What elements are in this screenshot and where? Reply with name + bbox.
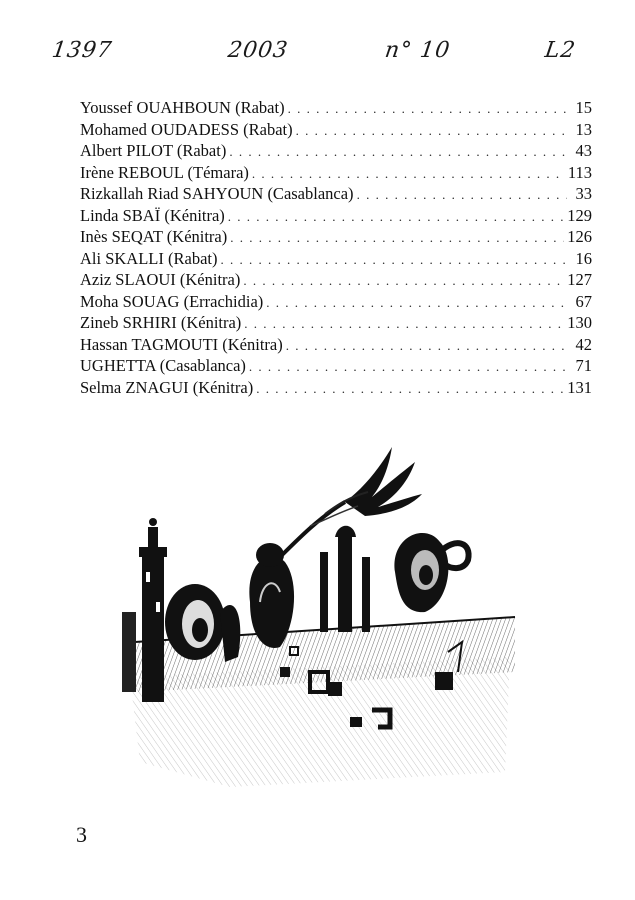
author-name: Moha SOUAG (Errachidia) <box>80 291 264 311</box>
author-name: Inès SEQAT (Kénitra) <box>80 227 228 246</box>
dot-leader <box>244 313 564 335</box>
page-reference: 129 <box>567 205 592 225</box>
index-entry <box>80 355 592 377</box>
page-reference: 126 <box>567 227 592 246</box>
dot-leader <box>220 249 567 271</box>
round-figure-right <box>395 533 469 612</box>
author-name: Aziz SLAOUI (Kénitra) <box>80 270 241 289</box>
author-index <box>80 97 592 398</box>
author-name: Irène REBOUL (Témara) <box>80 162 249 182</box>
handwritten-note: n° 10 <box>383 38 452 63</box>
handwritten-note: L2 <box>543 38 578 63</box>
hooded-figure <box>249 543 294 648</box>
dot-leader <box>296 120 567 142</box>
page-reference: 16 <box>575 248 592 268</box>
author-name: Hassan TAGMOUTI (Kénitra) <box>80 334 283 354</box>
handwritten-annotations <box>40 38 600 78</box>
dot-leader <box>357 184 567 206</box>
page-reference: 13 <box>575 119 592 139</box>
author-name: Linda SBAÏ (Kénitra) <box>80 205 225 225</box>
index-entry <box>80 312 592 334</box>
dot-leader <box>228 206 564 228</box>
index-entry <box>80 377 592 399</box>
page-reference: 131 <box>567 377 592 397</box>
ink-drawing-illustration <box>110 442 530 802</box>
minaret-tower <box>122 518 167 702</box>
index-entry <box>80 291 592 313</box>
round-figure-left <box>165 584 225 660</box>
dot-leader <box>252 163 565 185</box>
page-reference: 43 <box>575 141 592 160</box>
dot-leader <box>229 141 567 163</box>
dot-leader <box>230 227 564 249</box>
index-entry <box>80 183 592 205</box>
page-reference: 15 <box>575 98 592 117</box>
index-entry <box>80 162 592 184</box>
page-reference: 42 <box>575 334 592 354</box>
dot-leader <box>266 292 567 314</box>
author-name: Selma ZNAGUI (Kénitra) <box>80 377 254 397</box>
page-reference: 33 <box>575 184 592 203</box>
author-name: Mohamed OUDADESS (Rabat) <box>80 119 293 139</box>
index-entry <box>80 205 592 227</box>
page-reference: 67 <box>575 291 592 311</box>
dot-leader <box>286 335 567 357</box>
index-entry <box>80 97 592 119</box>
handwritten-note: 1397 <box>50 38 114 63</box>
index-entry <box>80 269 592 291</box>
page-reference: 127 <box>567 270 592 289</box>
index-entry <box>80 226 592 248</box>
dot-leader <box>256 378 564 400</box>
dot-leader <box>288 98 567 120</box>
dot-leader <box>243 270 564 292</box>
dot-leader <box>249 356 567 378</box>
handwritten-note: 2003 <box>226 38 290 63</box>
author-name: Zineb SRHIRI (Kénitra) <box>80 313 242 332</box>
author-name: UGHETTA (Casablanca) <box>80 356 246 375</box>
author-name: Rizkallah Riad SAHYOUN (Casablanca) <box>80 184 354 203</box>
page-number: 3 <box>76 822 87 847</box>
page-reference: 130 <box>567 313 592 332</box>
page-reference: 71 <box>575 356 592 375</box>
author-name: Ali SKALLI (Rabat) <box>80 248 218 268</box>
author-name: Albert PILOT (Rabat) <box>80 141 227 160</box>
index-entry <box>80 334 592 356</box>
index-entry <box>80 248 592 270</box>
page-reference: 113 <box>567 162 592 182</box>
index-entry <box>80 119 592 141</box>
index-entry <box>80 140 592 162</box>
author-name: Youssef OUAHBOUN (Rabat) <box>80 98 285 117</box>
